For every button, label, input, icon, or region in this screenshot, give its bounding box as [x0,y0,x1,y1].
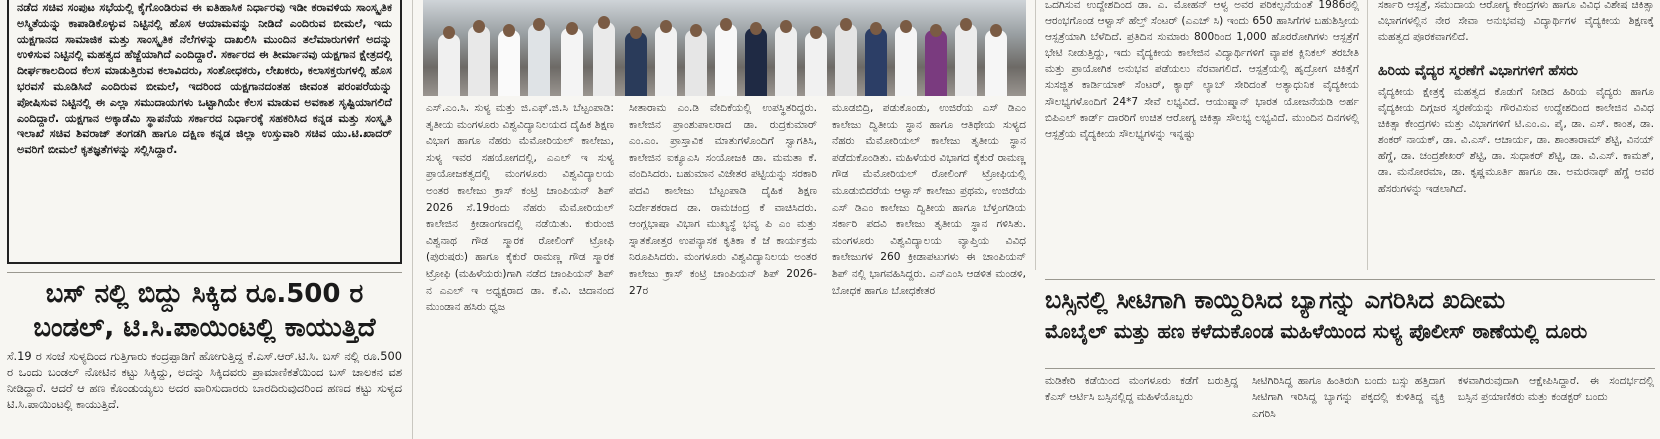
section-subhead [1378,62,1654,81]
yakshagana-box [7,0,402,264]
column-rule [1035,0,1036,270]
story-text: ಮಡಿಕೇರಿ ಕಡೆಯಿಂದ ಮಂಗಳೂರು ಕಡೆಗೆ ಬರುತ್ತಿದ್ದ ಕೆಎಸ್ ಆರ್ಟಿಸಿ ಬಸ್ಸಿನಲ್ಲಿದ್ದ ಮಹಿಳೆಯೊಬ್ಬರು [1045,375,1238,404]
hospital-story [1045,0,1359,267]
sports-col-b [629,100,817,439]
bag-theft-col-c [1458,373,1654,439]
yakshagana-text: ನಡೆದ ಸಚಿವ ಸಂಪುಟ ಸಭೆಯಲ್ಲಿ ಕೈಗೊಂಡಿರುವ ಈ ಐತಿಹಾಸಿಕ ನಿರ್ಧಾರವು ಇಡೀ ಕರಾವಳಿಯ ಸಾಂಸ್ಕೃತಿಕ ಅಸ್ಮಿತೆಯನ್ನು ಕಾಪಾಡಿಕೊಳ್ಳುವ ನಿಟ್ಟಿನಲ್ಲಿ ಹೊಸ ಆಯಾಮವನ್ನು ನೀಡಿದೆ ಎಂದಿರುವ ಬೀಮಲೆ, ಇದು ಯಕ್ಷಗಾನದ ಸಾಮಾಜಿಕ ಮತ್ತು ಸಾಂಸ್ಕೃತಿಕ ನೆಲೆಗಳನ್ನು ದಾಖಲಿಸಿ ಮುಂದಿನ ತಲೆಮಾರುಗಳಿಗೆ ಅದನ್ನು ಉಳಿಸುವ ನಿಟ್ಟಿನಲ್ಲಿ ಮಹತ್ವದ ಹೆಜ್ಜೆಯಾಗಿದೆ ಎಂದಿದ್ದಾರೆ. ಸರ್ಕಾರದ ಈ ತೀರ್ಮಾನವು ಯಕ್ಷಗಾನ ಕ್ಷೇತ್ರದಲ್ಲಿ ದೀರ್ಘಕಾಲದಿಂದ ಕೆಲಸ ಮಾಡುತ್ತಿರುವ ಕಲಾವಿದರು, ಸಂಶೋಧಕರು, ಲೇಖಕರು, ಕಲಾಸಕ್ತರುಗಳಲ್ಲಿ ಹೊಸ ಭರವಸೆ ಮೂಡಿಸಿದೆ ಎಂದಿರುವ ಬೀಮಲೆ, ಇದರಿಂದ ಯಕ್ಷಗಾನದಂತಹ ಜೀವಂತ ಪರಂಪರೆಯನ್ನು ಪೋಷಿಸುವ ನಿಟ್ಟಿನಲ್ಲಿ ಈ ಎಲ್ಲಾ ಸಮುದಾಯಗಳು ಒಟ್ಟಾಗಿಯೇ ಕೆಲಸ ಮಾಡುವ ಅವಕಾಶ ಸೃಷ್ಟಿಯಾಗಲಿದೆ ಎಂದಿದ್ದಾರೆ. ಯಕ್ಷಗಾನ ಅಕ್ಕಾಡೆಮಿ ಸ್ಥಾಪನೆಯ ಸರ್ಕಾರದ ನಿರ್ಧಾರಕ್ಕೆ ಸಹಕರಿಸಿದ ಕನ್ನಡ ಮತ್ತು ಸಂಸ್ಕೃತಿ ಇಲಾಖೆ ಸಚಿವ ಶಿವರಾಜ್ ತಂಗಡಗಿ ಹಾಗೂ ದಕ್ಷಿಣ ಕನ್ನಡ ಜಿಲ್ಲಾ ಉಸ್ತುವಾರಿ ಸಚಿವ ಯು.ಟಿ.ಖಾದರ್ ಅವರಿಗೆ ಬೀಮಲೆ ಕೃತಜ್ಞತೆಗಳನ್ನು ಸಲ್ಲಿಸಿದ್ದಾರೆ. [17,1,392,157]
headline-line-1: ಬಸ್ಸಿನಲ್ಲಿ ಸೀಟಿಗಾಗಿ ಕಾಯ್ದಿರಿಸಿದ ಬ್ಯಾಗನ್ನು ಎಗರಿಸಿದ ಖದೀಮ [1045,286,1506,314]
story-text: ಸೀತಾರಾಮ ಎಂ.ಡಿ ವೇದಿಕೆಯಲ್ಲಿ ಉಪಸ್ಥಿತರಿದ್ದರು. ಕಾಲೇಜಿನ ಪ್ರಾಂಶುಪಾಲರಾದ ಡಾ. ರುದ್ರಕುಮಾರ್ ಎಂ.ಎಂ. ಪ್ರಾಸ್ತಾವಿಕ ಮಾತುಗಳೊಂದಿಗೆ ಸ್ವಾಗತಿಸಿ, ಕಾಲೇಜಿನ ಐಕ್ಯೂಎಸಿ ಸಂಯೋಜಕಿ ಡಾ. ಮಮತಾ ಕೆ. ವಂದಿಸಿದರು. ಬಹುಮಾನ ವಿಜೇತರ ಪಟ್ಟಿಯನ್ನು ಸರಕಾರಿ ಪದವಿ ಕಾಲೇಜು ಬೆಟ್ಟಂಪಾಡಿ ದೈಹಿಕ ಶಿಕ್ಷಣ ನಿರ್ದೇಶಕರಾದ ಡಾ. ರಾಮಚಂದ್ರ ಕೆ ವಾಚಿಸಿದರು. ಆಂಗ್ಲಭಾಷಾ ವಿಭಾಗ ಮುಖ್ಯಸ್ಥೆ ಭವ್ಯ ಪಿ ಎಂ ಮತ್ತು ಸ್ನಾತಕೋತ್ತರ ಉಪನ್ಯಾಸಕ ಕೃತಿಕಾ ಕೆ ಜೆ ಕಾರ್ಯಕ್ರಮ ನಿರೂಪಿಸಿದರು. ಮಂಗಳೂರು ವಿಶ್ವವಿದ್ಯಾನಿಲಯ ಅಂತರ ಕಾಲೇಜು ಕ್ರಾಸ್ ಕಂಟ್ರಿ ಚಾಂಪಿಯನ್ ಶಿಪ್ 2026-27ರ [629,102,817,297]
event-photo [423,0,1026,96]
headline-line-2: ಬಂಡಲ್, ಟಿ.ಸಿ.ಪಾಯಿಂಟಲ್ಲಿ ಕಾಯುತ್ತಿದೆ [33,313,376,343]
divider [7,272,402,273]
story-text: ಕಳವಾಗಿರುವುದಾಗಿ ಆಕ್ಷೇಪಿಸಿದ್ದಾರೆ. ಈ ಸಂದರ್ಭದಲ್ಲಿ ಬಸ್ಸಿನ ಪ್ರಯಾಣಿಕರು ಮತ್ತು ಕಂಡಕ್ಟರ್ ಬಂದು [1458,375,1654,404]
story-text: ಸೀಟಿಗಿರಿಸಿದ್ದ ಹಾಗೂ ಹಿಂತಿರುಗಿ ಬಂದು ಬಸ್ಸು ಹತ್ತಿದಾಗ ಸೀಟಿಗಾಗಿ ಇರಿಸಿದ್ದ ಬ್ಯಾಗನ್ನು ಪಕ್ಕದಲ್ಲಿ ಕುಳಿತಿದ್ದ ವ್ಯಕ್ತಿ ಎಗರಿಸಿ [1252,375,1445,420]
hospital-story-cont [1378,0,1654,59]
bus-money-headline [7,277,402,345]
sports-col-a [426,100,614,439]
story-text: ವೈದ್ಯಕೀಯ ಕ್ಷೇತ್ರಕ್ಕೆ ಮಹತ್ವದ ಕೊಡುಗೆ ನೀಡಿದ ಹಿರಿಯ ವೈದ್ಯರು ಹಾಗೂ ವೈದ್ಯಕೀಯ ದಿಗ್ಗಜರ ಸ್ಮರಣೆಯನ್ನು ಗೌರವಿಸುವ ಉದ್ದೇಶದಿಂದ ಕಾಲೇಜಿನ ವಿವಿಧ ಚಿಕಿತ್ಸಾ ಕೇಂದ್ರಗಳು ಮತ್ತು ವಿಭಾಗಗಳಿಗೆ ಟಿ.ಎಂ.ಎ. ಪೈ, ಡಾ. ಎಸ್. ಕಾಂತ, ಡಾ. ಶಂಕರ್ ನಾಯಕ್, ಡಾ. ವಿ.ಎಸ್. ಆಚಾರ್ಯ, ಡಾ. ಶಾಂತಾರಾಮ್ ಶೆಟ್ಟಿ, ವಿನಯ್ ಹೆಗ್ಡೆ, ಡಾ. ಚಂದ್ರಶೇಖರ್ ಶೆಟ್ಟಿ, ಡಾ. ಸುಧಾಕರ್ ಶೆಟ್ಟಿ, ಡಾ. ವಿ.ಎಸ್. ಕಾಮತ್, ಡಾ. ಮನೋರಮಾ, ಡಾ. ಕೃಷ್ಣಮೂರ್ತಿ ಹಾಗೂ ಡಾ. ಅಮರನಾಥ್ ಹೆಗ್ಡೆ ಅವರ ಹೆಸರುಗಳನ್ನು ಇಡಲಾಗಿದೆ. [1378,86,1654,195]
story-text: ಒದಗಿಸುವ ಉದ್ದೇಶದಿಂದ ಡಾ. ಎ. ಮೋಹನ್ ಆಳ್ವ ಅವರ ಪರಿಕಲ್ಪನೆಯಂತೆ 1986ರಲ್ಲಿ ಆರಂಭಗೊಂಡ ಆಳ್ವಾಸ್ ಹೆಲ್ತ್ ಸೆಂಟರ್ (ಎಎಚ್ ಸಿ) ಇಂದು 650 ಹಾಸಿಗೆಗಳ ಬಹುಶಿಸ್ತೀಯ ಆಸ್ಪತ್ರೆಯಾಗಿ ಬೆಳೆದಿದೆ. ಪ್ರತಿದಿನ ಸುಮಾರು 800ರಿಂದ 1,000 ಹೊರರೋಗಿಗಳು ಆಸ್ಪತ್ರೆಗೆ ಭೇಟಿ ನೀಡುತ್ತಿದ್ದು, ಇದು ವೈದ್ಯಕೀಯ ಕಾಲೇಜಿನ ವಿದ್ಯಾರ್ಥಿಗಳಿಗೆ ವ್ಯಾಪಕ ಕ್ಲಿನಿಕಲ್ ತರಬೇತಿ ಮತ್ತು ಪ್ರಾಯೋಗಿಕ ಅನುಭವ ಪಡೆಯಲು ನೆರವಾಗಲಿದೆ. ಆಸ್ಪತ್ರೆಯಲ್ಲಿ ಹೃದ್ರೋಗ ಚಿಕಿತ್ಸೆಗೆ ಸುಸಜ್ಜಿತ ಕಾರ್ಡಿಯಾಕ್ ಸೆಂಟರ್, ಕ್ಯಾಥ್ ಲ್ಯಾಬ್ ಸೇರಿದಂತೆ ಅತ್ಯಾಧುನಿಕ ವೈದ್ಯಕೀಯ ಸೌಲಭ್ಯಗಳೊಂದಿಗೆ 24*7 ಸೇವೆ ಲಭ್ಯವಿದೆ. ಆಯುಷ್ಮಾನ್ ಭಾರತ ಯೋಜನೆಯಡಿ ಅರ್ಹ ಬಿಪಿಎಲ್ ಕಾರ್ಡ್ ದಾರರಿಗೆ ಉಚಿತ ಆರೋಗ್ಯ ಚಿಕಿತ್ಸಾ ಸೌಲಭ್ಯ ಲಭ್ಯವಿದೆ. ಮುಂದಿನ ದಿನಗಳಲ್ಲಿ ಆಸ್ಪತ್ರೆಯ ವೈದ್ಯಕೀಯ ಸೌಲಭ್ಯಗಳನ್ನು ಇನ್ನಷ್ಟು [1045,0,1359,140]
doctors-story [1378,84,1654,270]
subhead-text: ಹಿರಿಯ ವೈದ್ಯರ ಸ್ಮರಣೆಗೆ ವಿಭಾಗಗಳಿಗೆ ಹೆಸರು [1378,63,1578,79]
bus-money-story [7,348,402,439]
divider [1045,368,1655,369]
headline-line-2: ಮೊಬೈಲ್ ಮತ್ತು ಹಣ ಕಳೆದುಕೊಂಡ ಮಹಿಳೆಯಿಂದ ಸುಳ್ಯ ಪೊಲೀಸ್ ಠಾಣೆಯಲ್ಲಿ ದೂರು [1045,320,1588,343]
bag-theft-headline [1045,284,1655,347]
divider [1045,279,1655,280]
column-rule [412,0,413,439]
story-text: ಸರ್ಕಾರಿ ಆಸ್ಪತ್ರೆ, ಸಮುದಾಯ ಆರೋಗ್ಯ ಕೇಂದ್ರಗಳು ಹಾಗೂ ವಿವಿಧ ವಿಶೇಷ ಚಿಕಿತ್ಸಾ ವಿಭಾಗಗಳಲ್ಲಿನ ನೇರ ಸೇವಾ ಅನುಭವವು ವಿದ್ಯಾರ್ಥಿಗಳ ವೈದ್ಯಕೀಯ ಶಿಕ್ಷಣಕ್ಕೆ ಮಹತ್ವದ ಪೂರಕವಾಗಲಿದೆ. [1378,0,1654,44]
sports-col-c [832,100,1026,439]
story-text: ಮೂಡಬಿದ್ರಿ, ಪಡುಕೊಂಡು, ಉಜಿರೆಯ ಎಸ್ ಡಿಎಂ ಕಾಲೇಜು ದ್ವಿತೀಯ ಸ್ಥಾನ ಹಾಗೂ ಆತಿಥೇಯ ಸುಳ್ಯದ ನೆಹರು ಮೆಮೋರಿಯಲ್ ಕಾಲೇಜು ತೃತೀಯ ಸ್ಥಾನ ಪಡೆದುಕೊಂಡಿತು. ಮಹಿಳೆಯರ ವಿಭಾಗದ ಕೈಕುರೆ ರಾಮಣ್ಣ ಗೌಡ ಮೆಮೋರಿಯಲ್ ರೋಲಿಂಗ್ ಟ್ರೋಫಿಯಲ್ಲಿ ಮೂಡುಬಿದರೆಯ ಆಳ್ವಾಸ್ ಕಾಲೇಜು ಪ್ರಥಮ, ಉಜಿರೆಯ ಎಸ್ ಡಿಎಂ ಕಾಲೇಜು ದ್ವಿತೀಯ ಹಾಗೂ ಬೆಳ್ತಂಗಡಿಯ ಸರ್ಕಾರಿ ಪದವಿ ಕಾಲೇಜು ತೃತೀಯ ಸ್ಥಾನ ಗಳಿಸಿತು. ಮಂಗಳೂರು ವಿಶ್ವವಿದ್ಯಾಲಯ ವ್ಯಾಪ್ತಿಯ ವಿವಿಧ ಕಾಲೇಜುಗಳ 260 ಕ್ರೀಡಾಪಟುಗಳು ಈ ಚಾಂಪಿಯನ್ ಶಿಪ್ ನಲ್ಲಿ ಭಾಗವಹಿಸಿದ್ದರು. ಎನ್ಎಂಸಿ ಆಡಳಿತ ಮಂಡಳಿ, ಬೋಧಕ ಹಾಗೂ ಬೋಧಕೇತರ [832,102,1026,297]
bag-theft-col-a [1045,373,1238,439]
column-rule [1367,0,1368,270]
bag-theft-col-b [1252,373,1445,439]
headline-line-1: ಬಸ್ ನಲ್ಲಿ ಬಿದ್ದು ಸಿಕ್ಕಿದ ರೂ.500 ರ [45,279,364,309]
story-text: ಸೆ.19 ರ ಸಂಜೆ ಸುಳ್ಯದಿಂದ ಗುತ್ತಿಗಾರು ಕಂದ್ರಪ್ಪಾಡಿಗೆ ಹೋಗುತ್ತಿದ್ದ ಕೆ.ಎಸ್.ಆರ್.ಟಿ.ಸಿ. ಬಸ್ ನಲ್ಲಿ ರೂ.500 ರ ಒಂದು ಬಂಡಲ್ ನೋಟಿನ ಕಟ್ಟು ಸಿಕ್ಕಿದ್ದು, ಅದನ್ನು ಸಿಕ್ಕಿದವರು ಪ್ರಾಮಾಣಿಕತೆಯಿಂದ ಬಸ್ ಚಾಲಕನ ವಶ ನೀಡಿದ್ದಾರೆ. ಆದರೆ ಆ ಹಣ ಕೊಂಡುಯ್ಯಲು ಅದರ ವಾರಿಸುದಾರರು ಬಾರದಿರುವುದರಿಂದ ಹಣದ ಕಟ್ಟು ಸುಳ್ಯದ ಟಿ.ಸಿ.ಪಾಯಿಂಟಲ್ಲಿ ಕಾಯುತ್ತಿದೆ. [7,349,402,411]
story-text: ಎಸ್.ಎಂ.ಸಿ. ಸುಳ್ಯ ಮತ್ತು ಜಿ.ಎಫ್.ಜಿ.ಸಿ ಬೆಟ್ಟಂಪಾಡಿ: ತೃತೀಯ ಮಂಗಳೂರು ವಿಶ್ವವಿದ್ಯಾನಿಲಯದ ದೈಹಿಕ ಶಿಕ್ಷಣ ವಿಭಾಗ ಹಾಗೂ ನೆಹರು ಮೆಮೋರಿಯಲ್ ಕಾಲೇಜು, ಸುಳ್ಯ ಇವರ ಸಹಯೋಗದಲ್ಲಿ, ಎಎಲ್ ಇ ಸುಳ್ಯ ಪ್ರಾಯೋಜಕತ್ವದಲ್ಲಿ ಮಂಗಳೂರು ವಿಶ್ವವಿದ್ಯಾಲಯ ಅಂತರ ಕಾಲೇಜು ಕ್ರಾಸ್ ಕಂಟ್ರಿ ಚಾಂಪಿಯನ್ ಶಿಪ್ 2026 ಸೆ.19ರಂದು ನೆಹರು ಮೆಮೋರಿಯಲ್ ಕಾಲೇಜಿನ ಕ್ರೀಡಾಂಗಣದಲ್ಲಿ ನಡೆಯಿತು. ಕುರುಂಜಿ ವಿಶ್ವನಾಥ ಗೌಡ ಸ್ಮಾರಕ ರೋಲಿಂಗ್ ಟ್ರೋಫಿ (ಪುರುಷರು) ಹಾಗೂ ಕೈಕುರೆ ರಾಮಣ್ಣ ಗೌಡ ಸ್ಮಾರಕ ಟ್ರೋಫಿ (ಮಹಿಳೆಯರು)ಗಾಗಿ ನಡೆದ ಚಾಂಪಿಯನ್ ಶಿಪ್ ನ ಎಎಲ್ ಇ ಅಧ್ಯಕ್ಷರಾದ ಡಾ. ಕೆ.ವಿ. ಚಿದಾನಂದ ಮುಂಡಾನ ಹಸಿರು ಧ್ವಜ [426,102,614,314]
